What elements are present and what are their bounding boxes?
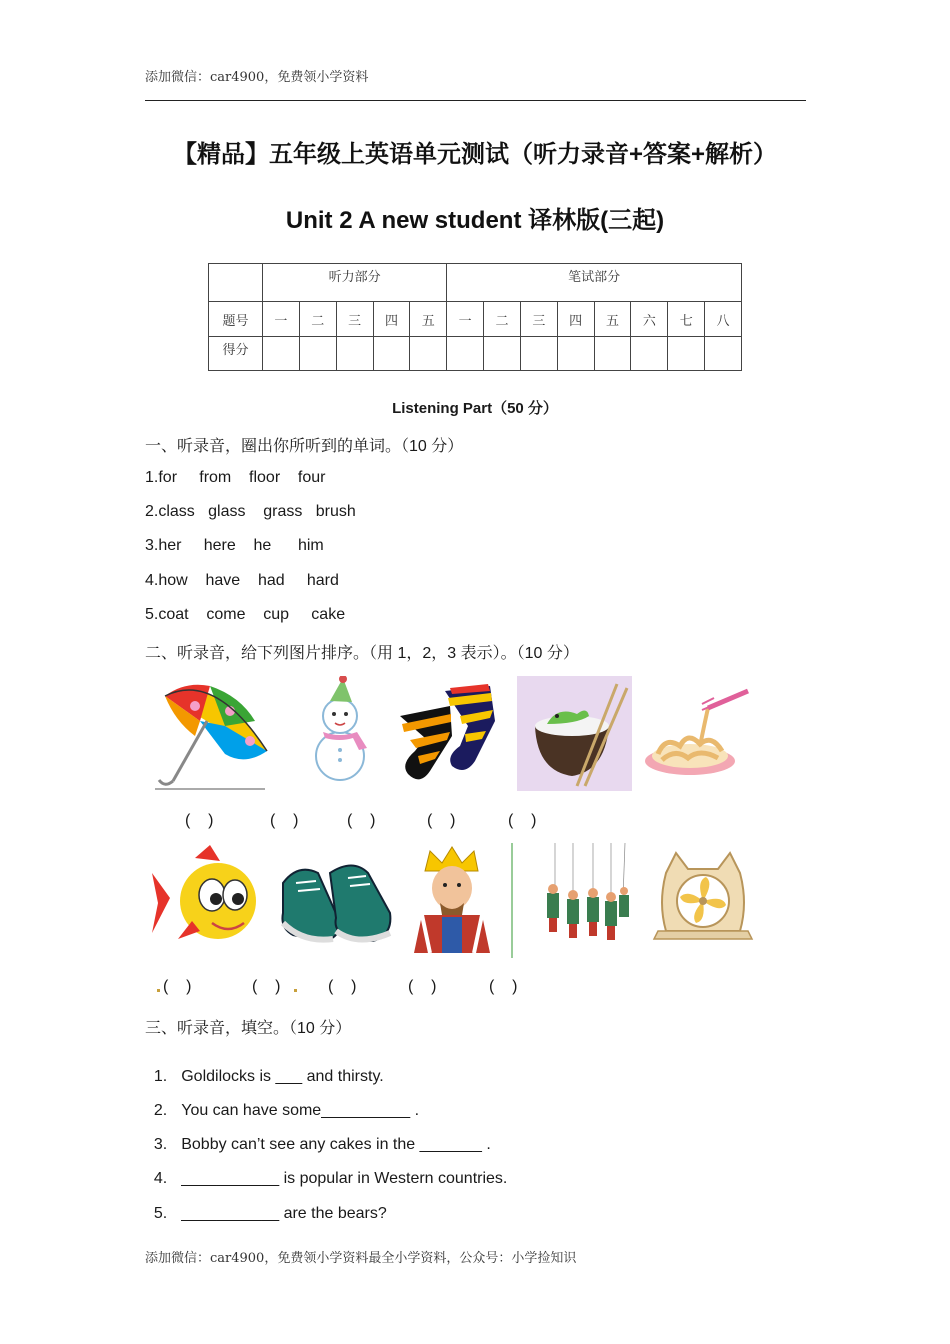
fill-blank-item xyxy=(145,1152,507,1188)
writing-group-header: 笔试部分 xyxy=(447,264,742,302)
score-cell[interactable] xyxy=(336,337,373,371)
writing-number: 三 xyxy=(520,302,557,337)
row-label-score: 得分 xyxy=(209,337,263,371)
puppets-picture xyxy=(525,843,640,958)
word-choice-line: 1.for from floor four xyxy=(145,469,326,486)
section1-heading: 一、听录音，圈出你所听到的单词。（10 分） xyxy=(145,438,464,455)
item-text[interactable]: Goldilocks is ___ and thirsty. xyxy=(181,1068,384,1085)
score-cell[interactable] xyxy=(447,337,484,371)
fill-blank-item xyxy=(145,1118,491,1154)
score-cell[interactable] xyxy=(520,337,557,371)
snowman-picture xyxy=(285,676,400,791)
page-subtitle: Unit 2 A new student 译林版(三起) xyxy=(285,207,665,234)
listening-group-header: 听力部分 xyxy=(263,264,447,302)
noodles-picture xyxy=(640,676,755,791)
answer-blank[interactable]: ( ) xyxy=(408,978,437,995)
item-number: 3. xyxy=(153,1136,168,1153)
writing-number: 七 xyxy=(668,302,705,337)
writing-number: 八 xyxy=(705,302,742,337)
answer-blank[interactable]: ( ) xyxy=(427,812,456,829)
answer-blank[interactable]: ( ) xyxy=(252,978,281,995)
score-table xyxy=(208,263,742,371)
king-picture xyxy=(400,843,515,958)
item-number: 5. xyxy=(153,1205,168,1222)
score-table-corner xyxy=(209,264,263,302)
answer-blank[interactable]: ( ) xyxy=(328,978,357,995)
score-cell[interactable] xyxy=(373,337,410,371)
listening-number: 一 xyxy=(263,302,300,337)
score-cell[interactable] xyxy=(484,337,521,371)
writing-number: 六 xyxy=(631,302,668,337)
item-number: 4. xyxy=(153,1170,168,1187)
stray-dot xyxy=(294,989,297,992)
writing-number: 二 xyxy=(484,302,521,337)
fill-blank-item xyxy=(145,1084,419,1120)
score-cell[interactable] xyxy=(668,337,705,371)
answer-blank[interactable]: ( ) xyxy=(270,812,299,829)
header-note: 添加微信：car4900，免费领小学资料 xyxy=(145,70,369,85)
item-number: 1. xyxy=(153,1068,168,1085)
score-cell[interactable] xyxy=(410,337,447,371)
score-cell[interactable] xyxy=(705,337,742,371)
answer-blank[interactable]: ( ) xyxy=(347,812,376,829)
listening-number: 二 xyxy=(299,302,336,337)
section3-heading: 三、听录音，填空。（10 分） xyxy=(145,1020,352,1037)
socks-picture xyxy=(390,676,505,791)
row-label-number: 题号 xyxy=(209,302,263,337)
score-cell[interactable] xyxy=(557,337,594,371)
item-text[interactable]: You can have some__________ . xyxy=(181,1102,420,1119)
score-cell[interactable] xyxy=(594,337,631,371)
listening-number: 四 xyxy=(373,302,410,337)
writing-number: 五 xyxy=(594,302,631,337)
item-number: 2. xyxy=(153,1102,168,1119)
answer-blank[interactable]: ( ) xyxy=(489,978,518,995)
writing-number: 一 xyxy=(447,302,484,337)
answer-blank[interactable]: ( ) xyxy=(163,978,192,995)
page-title: 【精品】五年级上英语单元测试（听力录音+答案+解析） xyxy=(172,141,778,168)
umbrella-picture xyxy=(155,676,270,791)
stray-dot xyxy=(157,989,160,992)
fill-blank-item xyxy=(145,1050,384,1086)
listening-number: 三 xyxy=(336,302,373,337)
fish-picture xyxy=(150,843,265,958)
score-cell[interactable] xyxy=(631,337,668,371)
score-cell[interactable] xyxy=(263,337,300,371)
word-choice-line: 4.how have had hard xyxy=(145,572,339,589)
word-choice-line: 3.her here he him xyxy=(145,537,324,554)
writing-number: 四 xyxy=(557,302,594,337)
answer-blank[interactable]: ( ) xyxy=(508,812,537,829)
word-choice-line: 5.coat come cup cake xyxy=(145,606,346,623)
section2-heading: 二、听录音，给下列图片排序。（用 1，2，3 表示）。（10 分） xyxy=(145,645,579,662)
footer-note: 添加微信：car4900，免费领小学资料最全小学资料，公众号：小学捡知识 xyxy=(145,1251,577,1266)
listening-number: 五 xyxy=(410,302,447,337)
fan-picture xyxy=(648,843,763,958)
listening-part-title: Listening Part（50 分） xyxy=(392,400,558,417)
item-text[interactable]: Bobby can’t see any cakes in the _______ . xyxy=(181,1136,491,1153)
fill-blank-item xyxy=(145,1187,387,1223)
header-rule xyxy=(145,100,806,101)
shoes-picture xyxy=(278,843,393,958)
item-text[interactable]: ___________ are the bears? xyxy=(181,1205,387,1222)
score-cell[interactable] xyxy=(299,337,336,371)
answer-blank[interactable]: ( ) xyxy=(185,812,214,829)
word-choice-line: 2.class glass grass brush xyxy=(145,503,356,520)
item-text[interactable]: ___________ is popular in Western countries. xyxy=(181,1170,508,1187)
rice-bowl-picture xyxy=(517,676,632,791)
